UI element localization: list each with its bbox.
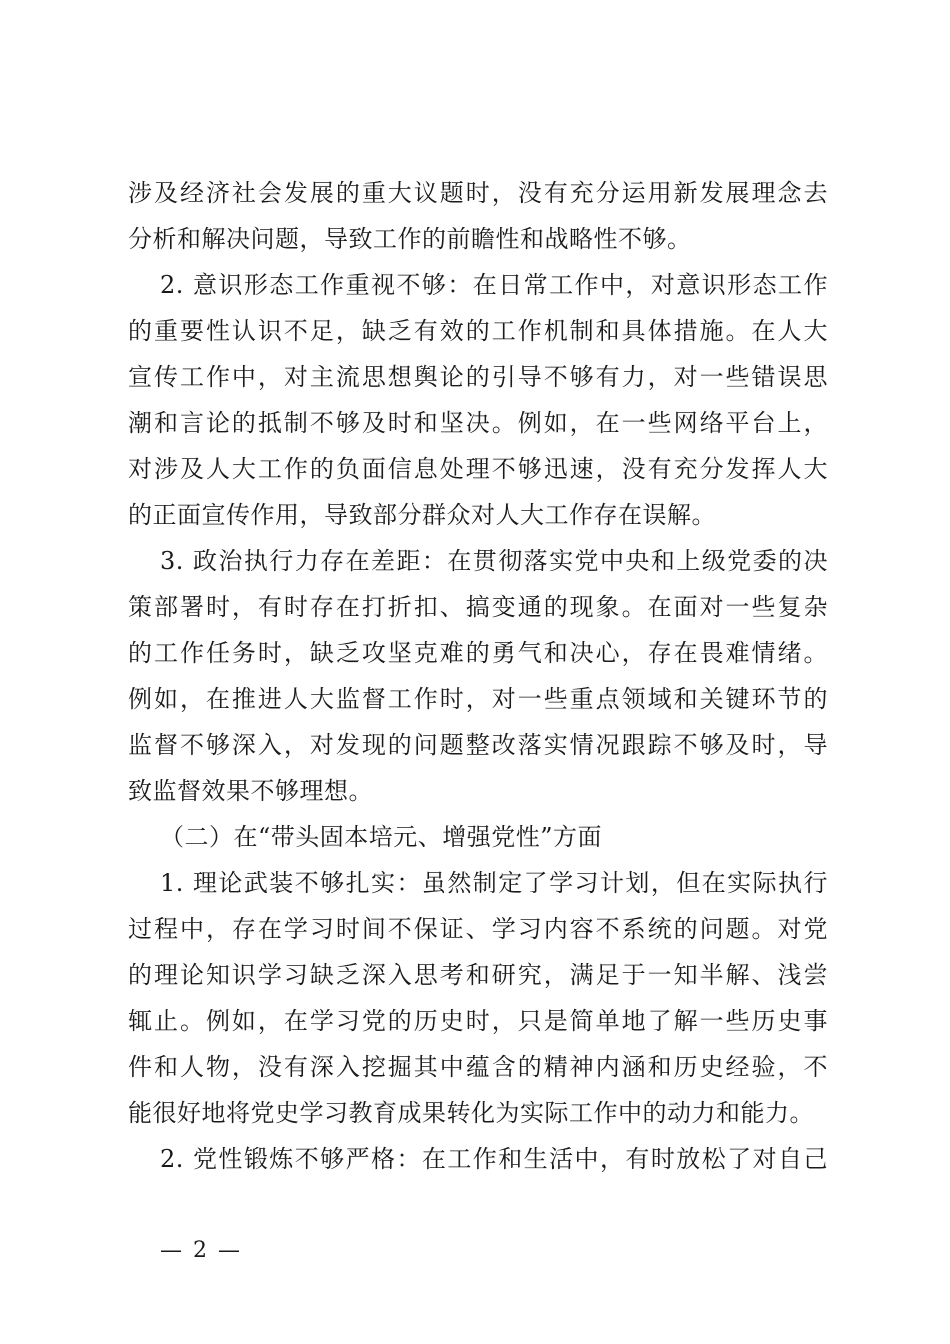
text-line: 的正面宣传作用，导致部分群众对人大工作存在误解。: [128, 501, 716, 529]
text-line: 对涉及人大工作的负面信息处理不够迅速，没有充分发挥人大: [128, 455, 828, 483]
section-heading: （二）在“带头固本培元、增强党性”方面: [160, 823, 603, 851]
text-line: 的工作任务时，缺乏攻坚克难的勇气和决心，存在畏难情绪。: [128, 639, 828, 667]
text-line: 辄止。例如，在学习党的历史时，只是简单地了解一些历史事: [128, 1007, 828, 1035]
numbered-paragraph-start: 3. 政治执行力存在差距：在贯彻落实党中央和上级党委的决: [160, 547, 828, 575]
text-line: 的重要性认识不足，缺乏有效的工作机制和具体措施。在人大: [128, 317, 828, 345]
text-line: 策部署时，有时存在打折扣、搞变通的现象。在面对一些复杂: [128, 593, 828, 621]
numbered-paragraph-start: 1. 理论武装不够扎实：虽然制定了学习计划，但在实际执行: [160, 869, 828, 897]
text-line: 致监督效果不够理想。: [128, 777, 373, 805]
text-line: 分析和解决问题，导致工作的前瞻性和战略性不够。: [128, 225, 692, 253]
text-line: 宣传工作中，对主流思想舆论的引导不够有力，对一些错误思: [128, 363, 828, 391]
text-line: 能很好地将党史学习教育成果转化为实际工作中的动力和能力。: [128, 1099, 814, 1127]
document-body: [128, 170, 828, 1182]
numbered-paragraph-start: 2. 党性锻炼不够严格：在工作和生活中，有时放松了对自己: [160, 1145, 828, 1173]
text-line: 例如，在推进人大监督工作时，对一些重点领域和关键环节的: [128, 685, 828, 713]
page-number: — 2 —: [160, 1238, 242, 1263]
text-line: 的理论知识学习缺乏深入思考和研究，满足于一知半解、浅尝: [128, 961, 828, 989]
numbered-paragraph-start: 2. 意识形态工作重视不够：在日常工作中，对意识形态工作: [160, 271, 828, 299]
text-line: 过程中，存在学习时间不保证、学习内容不系统的问题。对党: [128, 915, 828, 943]
text-line: 涉及经济社会发展的重大议题时，没有充分运用新发展理念去: [128, 179, 828, 207]
text-line: 件和人物，没有深入挖掘其中蕴含的精神内涵和历史经验，不: [128, 1053, 828, 1081]
text-line: 监督不够深入，对发现的问题整改落实情况跟踪不够及时，导: [128, 731, 828, 759]
text-line: 潮和言论的抵制不够及时和坚决。例如，在一些网络平台上，: [128, 409, 828, 437]
